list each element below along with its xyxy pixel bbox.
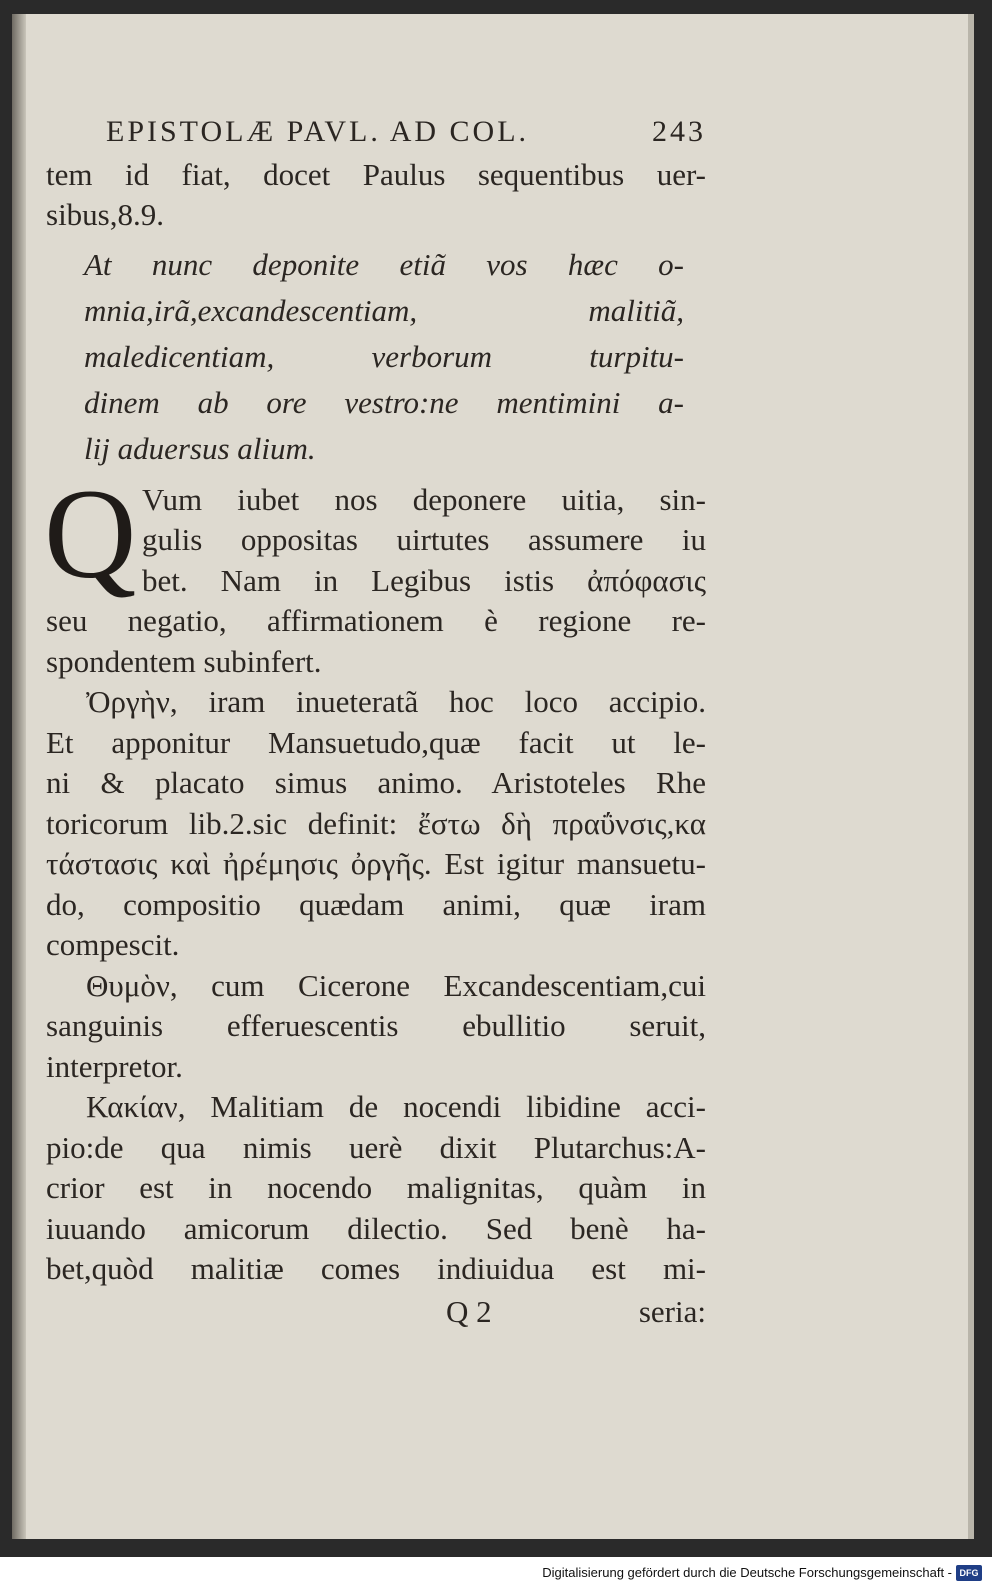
page-number: 243 [652,115,706,148]
commentary-paragraph [46,1087,706,1290]
text-line: τάστασις καὶ ἠρέμησις ὀργῆς. Est igitur mansuetu- [46,846,706,881]
text-line: crior est in nocendo malignitas, quàm in [46,1170,706,1205]
text-line: spondentem subinfert. [46,643,322,679]
text-line: toricorum lib.2.sic definit: ἔστω δὴ πραΰνσις,κα [46,805,706,841]
text-line: Ὀργὴν, iram inueteratã hoc loco accipio. [86,684,706,719]
quote-line: dinem ab ore vestro:ne mentimini a- [84,384,684,420]
text-line: Θυμὸν, cum Cicerone Excandescentiam,cui [86,967,706,1003]
running-head [106,112,706,153]
quote-line: lij aduersus alium. [84,430,316,466]
commentary-paragraph [46,682,706,966]
text-line: Κακίαν, Malitiam de nocendi libidine acci- [86,1089,706,1124]
text-line: do, compositio quædam animi, quæ iram [46,886,706,922]
text-line: interpretor. [46,1048,183,1084]
drop-cap-initial: Q [44,462,137,605]
text-line: seu negatio, affirmationem è regione re- [46,603,706,638]
text-line: pio:de qua nimis uerè dixit Plutarchus:A- [46,1129,706,1165]
commentary-paragraph [44,462,706,683]
text-line: sanguinis efferuescentis ebullitio seruit, [46,1008,706,1043]
commentary-paragraph [46,966,706,1088]
text-line: Vum iubet nos deponere uitia, sin- [142,481,706,517]
quote-line: At nunc deponite etiã vos hæc o- [84,246,684,282]
dfg-logo: DFG [956,1565,982,1581]
page-gutter [12,14,26,1539]
text-line: compescit. [46,927,180,962]
footer-bar [0,1557,1000,1589]
footer-credit: Digitalisierung gefördert durch die Deutsche Forschungsgemeinschaft - [542,1565,952,1580]
text-line: ni & placato simus animo. Aristoteles Rhe [46,765,706,800]
running-head-title: EPISTOLÆ PAVL. AD COL. [106,115,530,148]
text-line: iuuando amicorum dilectio. Sed benè ha- [46,1210,706,1246]
quote-line: mnia,irã,excandescentiam, malitiã, [84,292,684,328]
text-line: bet,quòd malitiæ comes indiuidua est mi- [46,1251,706,1286]
signature-mark: Q 2 [446,1293,492,1329]
text-line: gulis oppositas uirtutes assumere iu [142,522,706,557]
text-line: Et apponitur Mansuetudo,quæ facit ut le- [46,724,706,760]
scripture-quote [84,242,684,472]
quote-line: maledicentiam, verborum turpitu- [84,338,684,374]
text-line: tem id fiat, docet Paulus sequentibus uer- [46,156,706,192]
page-text [46,112,706,1332]
book-page [12,14,974,1539]
text-line: sibus,8.9. [46,197,164,232]
signature-line [46,1292,706,1333]
text-line: bet. Nam in Legibus istis ἀπόφασις [142,562,706,598]
catchword: seria: [638,1293,706,1329]
